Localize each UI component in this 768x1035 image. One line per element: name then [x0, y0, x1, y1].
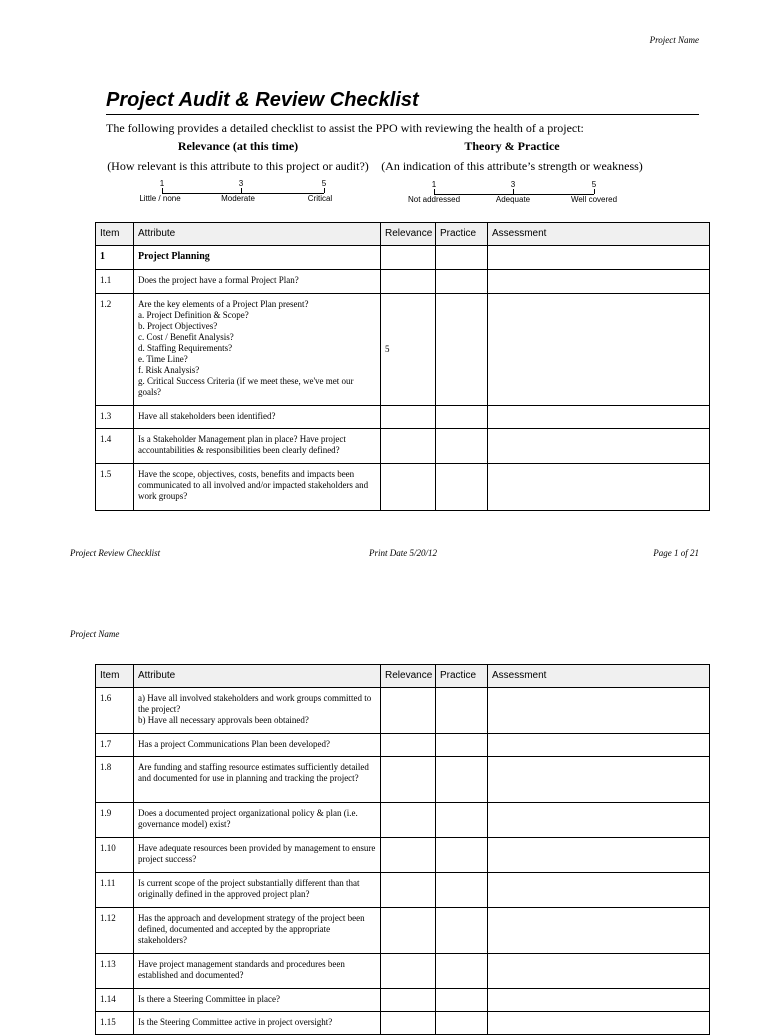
practice-scale-num-1: 1 [431, 180, 437, 189]
footer-document-name: Project Review Checklist [70, 548, 161, 558]
relevance-cell[interactable] [381, 688, 436, 734]
item-number: 1.14 [96, 989, 134, 1012]
item-number: 1.3 [96, 406, 134, 429]
section-title: Project Planning [134, 246, 381, 270]
table-row [96, 838, 710, 873]
document-title: Project Audit & Review Checklist [106, 89, 419, 111]
attribute-text: Is a Stakeholder Management plan in place? Have project accountabilities & responsibilities been clearly defined? [134, 429, 381, 464]
practice-scale [400, 180, 630, 210]
table-row [96, 429, 710, 464]
item-number: 1.7 [96, 734, 134, 757]
practice-scale-num-5: 5 [591, 180, 597, 189]
assessment-cell[interactable] [488, 838, 710, 873]
assessment-cell[interactable] [488, 873, 710, 908]
relevance-cell[interactable] [381, 1012, 436, 1035]
assessment-cell[interactable] [488, 294, 710, 406]
relevance-cell[interactable] [381, 838, 436, 873]
item-number: 1.1 [96, 270, 134, 294]
item-number: 1.11 [96, 873, 134, 908]
practice-subheading: (An indication of this attribute’s strength or weakness) [381, 159, 643, 173]
attribute-text: Does the project have a formal Project Plan? [134, 270, 381, 294]
relevance-cell[interactable] [381, 406, 436, 429]
table-row [96, 734, 710, 757]
relevance-cell[interactable] [381, 734, 436, 757]
assessment-cell[interactable] [488, 803, 710, 838]
intro-text: The following provides a detailed checklist to assist the PPO with reviewing the health of a project: [106, 121, 584, 135]
attribute-text: Does a documented project organizational policy & plan (i.e. governance model) exist? [134, 803, 381, 838]
table-row [96, 1012, 710, 1035]
relevance-scale-num-1: 1 [159, 179, 165, 188]
relevance-cell[interactable] [381, 270, 436, 294]
column-header-relevance: Relevance [381, 665, 436, 688]
assessment-cell[interactable] [488, 734, 710, 757]
table-row [96, 294, 710, 406]
practice-cell[interactable] [436, 873, 488, 908]
checklist-table-page-2 [95, 664, 710, 1035]
column-header-relevance: Relevance [381, 223, 436, 246]
checklist-table-page-1 [95, 222, 710, 511]
attribute-text: Are funding and staffing resource estimates sufficiently detailed and documented for use in planning and tracking the project? [134, 757, 381, 803]
relevance-cell[interactable]: 5 [381, 294, 436, 406]
table-row [96, 757, 710, 803]
attribute-text: Has the approach and development strategy of the project been defined, documented and accepted by the appropriate stakeholders? [134, 908, 381, 954]
practice-cell[interactable] [436, 429, 488, 464]
item-number: 1.13 [96, 954, 134, 989]
item-number: 1.9 [96, 803, 134, 838]
assessment-cell[interactable] [488, 464, 710, 511]
assessment-cell[interactable] [488, 1012, 710, 1035]
attribute-text: Is current scope of the project substantially different than that originally defined in the approved project plan? [134, 873, 381, 908]
practice-scale-label-mid: Adequate [495, 195, 531, 204]
attribute-text: a) Have all involved stakeholders and work groups committed to the project? b) Have all necessary approvals been obtained? [134, 688, 381, 734]
relevance-cell[interactable] [381, 246, 436, 270]
practice-cell[interactable] [436, 838, 488, 873]
assessment-cell[interactable] [488, 757, 710, 803]
column-header-item: Item [96, 223, 134, 246]
relevance-scale-label-low: Little / none [139, 194, 181, 203]
table-row [96, 989, 710, 1012]
item-number: 1.6 [96, 688, 134, 734]
practice-cell[interactable] [436, 294, 488, 406]
column-header-assessment: Assessment [488, 665, 710, 688]
practice-cell[interactable] [436, 464, 488, 511]
footer-print-date: Print Date 5/20/12 [369, 548, 437, 558]
table-row [96, 803, 710, 838]
title-divider [106, 114, 699, 115]
section-row-project-planning [96, 246, 710, 270]
section-number: 1 [96, 246, 134, 270]
relevance-cell[interactable] [381, 954, 436, 989]
practice-cell[interactable] [436, 908, 488, 954]
page-2-header-project-name: Project Name [70, 629, 120, 639]
relevance-cell[interactable] [381, 464, 436, 511]
relevance-heading: Relevance (at this time) [177, 139, 299, 153]
relevance-subheading: (How relevant is this attribute to this project or audit?) [107, 159, 369, 173]
practice-scale-num-3: 3 [510, 180, 516, 189]
practice-cell[interactable] [436, 1012, 488, 1035]
relevance-cell[interactable] [381, 429, 436, 464]
relevance-cell[interactable] [381, 908, 436, 954]
table-row [96, 873, 710, 908]
practice-cell[interactable] [436, 954, 488, 989]
table-row [96, 908, 710, 954]
column-header-attribute: Attribute [134, 665, 381, 688]
table-row [96, 406, 710, 429]
item-number: 1.8 [96, 757, 134, 803]
item-number: 1.15 [96, 1012, 134, 1035]
attribute-text: Is there a Steering Committee in place? [134, 989, 381, 1012]
attribute-text: Are the key elements of a Project Plan present? a. Project Definition & Scope? b. Project Objectives? c. Cost / Benefit Analysis? d. Staffing Requirements? e. Time Line? f. Risk Analysis? g. Critical Success Criteria (if we meet these, we've met our goals? [134, 294, 381, 406]
practice-cell[interactable] [436, 246, 488, 270]
attribute-text: Is the Steering Committee active in project oversight? [134, 1012, 381, 1035]
practice-cell[interactable] [436, 270, 488, 294]
practice-cell[interactable] [436, 803, 488, 838]
practice-cell[interactable] [436, 734, 488, 757]
attribute-text: Have project management standards and procedures been established and documented? [134, 954, 381, 989]
table-header-row [96, 665, 710, 688]
practice-cell[interactable] [436, 688, 488, 734]
table-row [96, 270, 710, 294]
table-row [96, 464, 710, 511]
table-header-row [96, 223, 710, 246]
assessment-cell[interactable] [488, 688, 710, 734]
table-row [96, 688, 710, 734]
practice-heading: Theory & Practice [464, 139, 560, 153]
item-number: 1.2 [96, 294, 134, 406]
column-header-attribute: Attribute [134, 223, 381, 246]
column-header-item: Item [96, 665, 134, 688]
practice-cell[interactable] [436, 406, 488, 429]
attribute-text: Have the scope, objectives, costs, benefits and impacts been communicated to all involved and/or impacted stakeholders and work groups? [134, 464, 381, 511]
assessment-cell[interactable] [488, 406, 710, 429]
column-header-assessment: Assessment [488, 223, 710, 246]
assessment-cell[interactable] [488, 989, 710, 1012]
column-header-practice: Practice [436, 223, 488, 246]
item-number: 1.4 [96, 429, 134, 464]
attribute-text: Have all stakeholders been identified? [134, 406, 381, 429]
relevance-cell[interactable] [381, 803, 436, 838]
table-row [96, 954, 710, 989]
relevance-scale-label-high: Critical [307, 194, 333, 203]
footer-page-number: Page 1 of 21 [653, 548, 699, 558]
relevance-scale [130, 179, 350, 209]
assessment-cell[interactable] [488, 954, 710, 989]
page-header-project-name: Project Name [649, 35, 699, 45]
assessment-cell[interactable] [488, 429, 710, 464]
practice-scale-label-low: Not addressed [407, 195, 461, 204]
column-header-practice: Practice [436, 665, 488, 688]
relevance-cell[interactable] [381, 989, 436, 1012]
relevance-scale-label-mid: Moderate [221, 194, 255, 203]
assessment-cell[interactable] [488, 246, 710, 270]
assessment-cell[interactable] [488, 270, 710, 294]
attribute-text: Has a project Communications Plan been developed? [134, 734, 381, 757]
relevance-cell[interactable] [381, 873, 436, 908]
assessment-cell[interactable] [488, 908, 710, 954]
practice-cell[interactable] [436, 757, 488, 803]
relevance-scale-num-5: 5 [321, 179, 327, 188]
relevance-scale-num-3: 3 [238, 179, 244, 188]
attribute-text: Have adequate resources been provided by management to ensure project success? [134, 838, 381, 873]
item-number: 1.5 [96, 464, 134, 511]
item-number: 1.10 [96, 838, 134, 873]
practice-cell[interactable] [436, 989, 488, 1012]
item-number: 1.12 [96, 908, 134, 954]
relevance-cell[interactable] [381, 757, 436, 803]
practice-scale-label-high: Well covered [570, 195, 618, 204]
